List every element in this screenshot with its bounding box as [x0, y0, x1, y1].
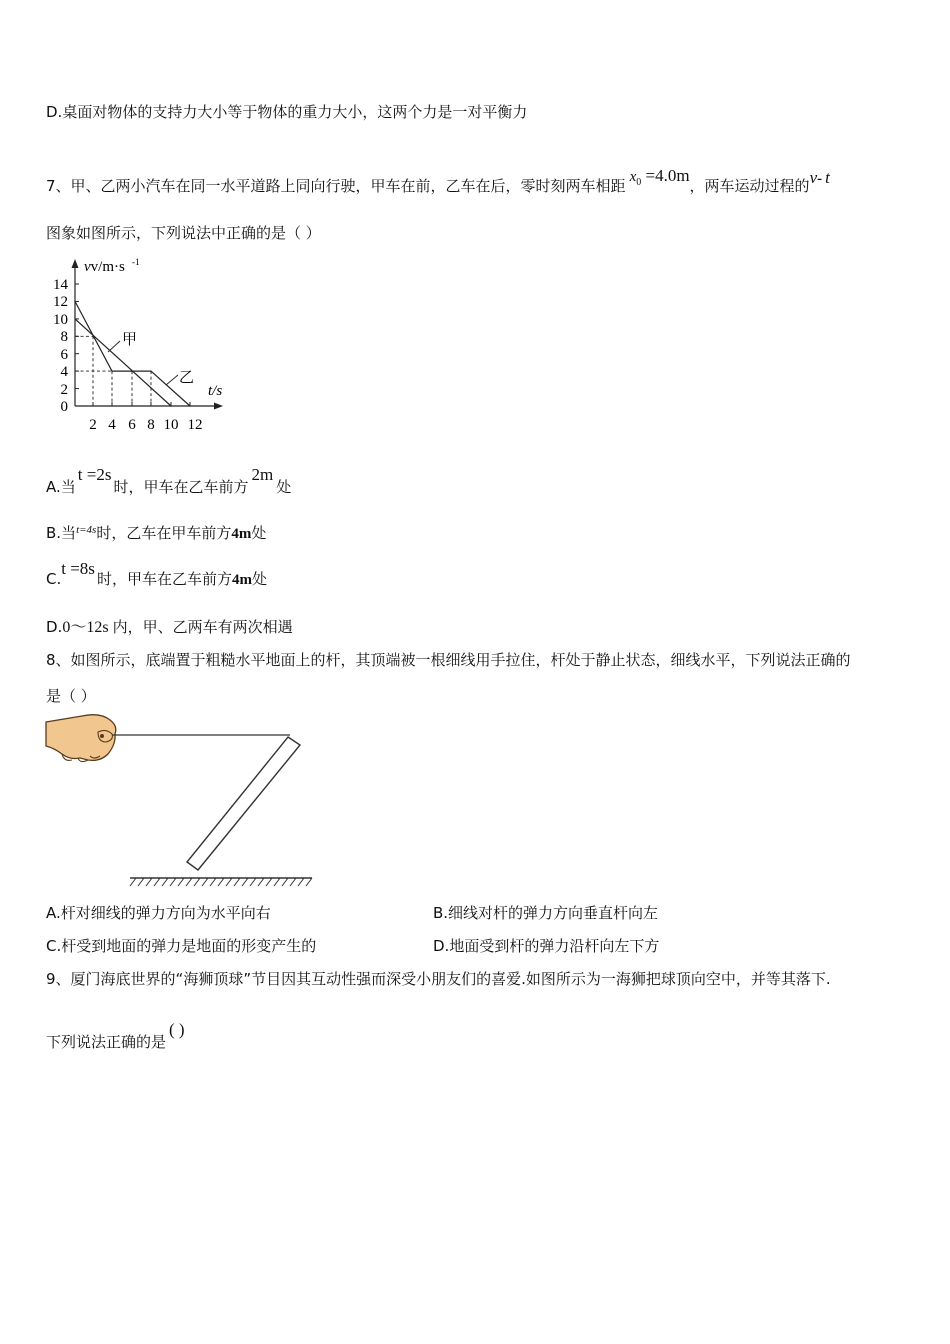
q8-option-b: B.细线对杆的弹力方向垂直杆向左 [433, 904, 659, 922]
q7-vt-dash: - [817, 171, 823, 187]
q7-x0-var: x [629, 169, 637, 185]
q7-option-d [46, 614, 293, 637]
q7-c-bold: 4m [231, 572, 252, 588]
x-axis-label: t/s [208, 383, 223, 399]
y-tick-labels [53, 277, 69, 415]
q8-option-d: D.地面受到杆的弹力沿杆向左下方 [433, 937, 660, 955]
q7-stem-line2: 图象如图所示，下列说法中正确的是（ ） [46, 224, 321, 242]
q9-stem-line2 [46, 1020, 185, 1052]
q7-a-prefix: A.当 [46, 478, 76, 496]
q7-vt-graph [40, 255, 240, 440]
y-tick-8: 8 [60, 329, 68, 345]
series-jia-line [75, 301, 190, 406]
y-axis-label-exp: -1 [132, 257, 140, 267]
x-tick-labels [89, 417, 202, 433]
x-tick-12: 12 [187, 417, 203, 433]
q7-b-bold: 4m [231, 526, 252, 542]
q7-vt-t: t [825, 168, 830, 187]
q7-stem-text-2: ，两车运动过程的 [689, 177, 810, 195]
y-axis-arrow [72, 259, 79, 268]
q7-c-prefix: C. [46, 570, 62, 588]
hand-icon [46, 715, 116, 762]
q9-stem-line1: 9、厦门海底世界的“海狮顶球”节目因其互动性强而深受小朋友们的喜爱.如图所示为一海狮把球顶向空中，并等其落下. [46, 970, 831, 988]
x-tick-6: 6 [128, 417, 136, 433]
x-tick-4: 4 [108, 417, 116, 433]
rod [187, 737, 300, 870]
y-tick-6: 6 [60, 347, 68, 363]
label-yi: 乙 [179, 368, 195, 386]
y-tick-14: 14 [53, 277, 68, 293]
y-tick-12: 12 [53, 294, 68, 310]
q7-b-mid: 时，乙车在甲车前方 [96, 524, 232, 542]
q9-answer-paren: ( ) [169, 1020, 185, 1039]
q6-option-d: D.桌面对物体的支持力大小等于物体的重力大小，这两个力是一对平衡力 [46, 103, 528, 121]
y-tick-4: 4 [60, 364, 68, 380]
q9-stem-text: 下列说法正确的是 [46, 1033, 167, 1051]
x-tick-10: 10 [163, 417, 179, 433]
q7-option-a [46, 465, 292, 497]
q7-d-math: 0～12s [62, 619, 109, 636]
q7-option-c [46, 559, 267, 589]
q8-stem-line2: 是（ ） [46, 687, 96, 705]
q7-stem-text-1: 7、甲、乙两小汽车在同一水平道路上同向行驶，甲车在前，乙车在后，零时刻两车相距 [46, 177, 626, 195]
q7-stem-line1 [46, 166, 830, 196]
q7-c-mid: 时，甲车在乙车前方 [96, 570, 232, 588]
q7-x0-eq: =4.0m [641, 166, 690, 185]
ground-hatching [130, 878, 312, 886]
q7-b-end: 处 [251, 524, 267, 542]
label-jia: 甲 [122, 330, 138, 348]
y-tick-10: 10 [53, 312, 68, 328]
q7-x0-sub: 0 [636, 177, 642, 188]
q8-option-a: A.杆对细线的弹力方向为水平向右 [46, 904, 271, 922]
q7-c-math: t =8s [61, 559, 95, 578]
q7-b-prefix: B.当 [46, 524, 77, 542]
y-axis-label-text: v/m·s [90, 259, 125, 275]
x-tick-8: 8 [147, 417, 155, 433]
q7-c-end: 处 [251, 570, 267, 588]
q7-vt-v: v [809, 168, 818, 187]
q7-a-mid: 时，甲车在乙车前方 [113, 478, 249, 496]
q8-rod-figure [40, 710, 330, 890]
q7-d-text: 内，甲、乙两车有两次相遇 [112, 618, 293, 636]
q8-stem-line1: 8、如图所示，底端置于粗糙水平地面上的杆，其顶端被一根细线用手拉住，杆处于静止状态，细线水平，下列说法正确的 [46, 651, 851, 669]
q8-option-c: C.杆受到地面的弹力是地面的形变产生的 [46, 937, 317, 955]
q7-option-b [46, 522, 266, 543]
label-jia-pointer [108, 341, 120, 352]
origin-label: 0 [60, 399, 68, 415]
label-yi-pointer [166, 375, 178, 385]
q7-d-prefix: D. [46, 618, 63, 636]
q7-a-math: t =2s [77, 465, 112, 484]
q7-a-math2: 2m [251, 465, 274, 484]
q7-a-end: 处 [276, 478, 292, 496]
x-tick-2: 2 [89, 417, 97, 433]
x-axis-arrow [214, 403, 223, 410]
y-tick-2: 2 [60, 382, 68, 398]
q7-b-math: t=4s [76, 524, 97, 536]
y-axis-label: vv/m·s [84, 259, 125, 275]
